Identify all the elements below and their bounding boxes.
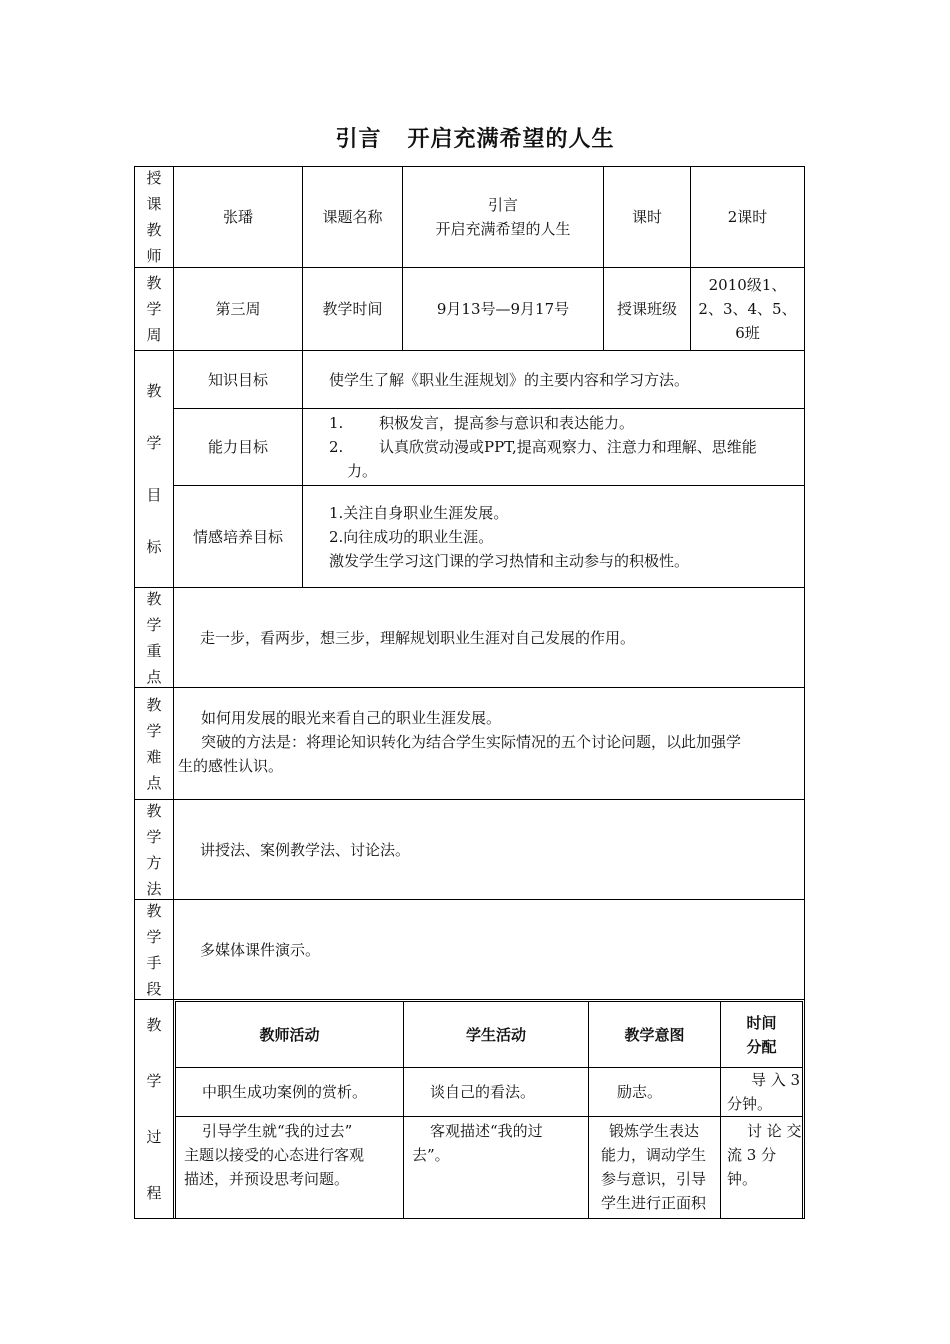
means-cell — [173, 899, 805, 999]
class-label-cell — [603, 267, 690, 350]
process-r2-intent: 锻炼学生表达 能力，调动学生 参与意识，引导 学生进行正面积 — [588, 1116, 720, 1219]
knowledge-cell — [302, 350, 805, 408]
emotion-item-2: 2.向往成功的职业生涯。 — [329, 527, 494, 546]
class-cell — [690, 267, 805, 350]
process-header-teacher: 教师活动 — [175, 1001, 403, 1067]
week-label: 教 学 周 — [146, 274, 162, 344]
key-point-cell — [173, 587, 805, 687]
process-header-student: 学生活动 — [403, 1001, 588, 1067]
difficulty-line2: 突破的方法是：将理论知识转化为结合学生实际情况的五个讨论问题，以此加强学 — [201, 733, 742, 751]
topic-line1: 引言 — [487, 196, 518, 214]
hours-cell — [690, 166, 805, 267]
goals-label-cell — [134, 350, 173, 587]
difficulty-label-cell — [134, 687, 173, 799]
difficulty-label: 教 学 难 点 — [146, 695, 162, 792]
process-r2-time: 讨 论 交 流 3 分 钟。 — [720, 1116, 803, 1219]
class-line3: 6班 — [735, 324, 760, 342]
time-label: 教学时间 — [322, 300, 383, 318]
key-point-label: 教 学 重 点 — [146, 589, 162, 686]
process-label: 教 学 过 程 — [146, 1016, 162, 1202]
ability-label-cell — [173, 408, 302, 485]
emotion-label: 情感培养目标 — [192, 527, 283, 546]
topic-label: 课题名称 — [322, 208, 383, 226]
hours-label: 课时 — [631, 208, 662, 226]
process-r1-time: 导 入 3 分钟。 — [720, 1067, 803, 1116]
class-line1: 2010级1、 — [708, 276, 787, 294]
ability-item-2-cont: 力。 — [347, 462, 378, 480]
process-r2-student: 客观描述“我的过 去”。 — [403, 1116, 588, 1219]
class-label: 授课班级 — [616, 300, 677, 318]
teacher-name: 张璠 — [222, 208, 253, 226]
process-r2-teacher: 引导学生就“我的过去” 主题以接受的心态进行客观 描述，并预设思考问题。 — [175, 1116, 403, 1219]
process-r1-student: 谈自己的看法。 — [403, 1067, 588, 1116]
difficulty-line3: 生的感性认识。 — [178, 757, 284, 775]
page-title — [0, 122, 950, 153]
ability-item-2: 2. 认真欣赏动漫或PPT,提高观察力、注意力和理解、思维能 — [329, 438, 757, 456]
week-cell — [173, 267, 302, 350]
ability-label: 能力目标 — [207, 438, 268, 456]
process-label-cell — [134, 999, 173, 1219]
topic-cell — [402, 166, 603, 267]
key-point-label-cell — [134, 587, 173, 687]
ability-cell — [302, 408, 805, 485]
title-part2: 开启充满希望的人生 — [407, 127, 615, 152]
method-label: 教 学 方 法 — [146, 801, 162, 898]
means-label-cell — [134, 899, 173, 999]
time-label-cell — [302, 267, 402, 350]
topic-label-cell — [302, 166, 402, 267]
hours-value: 2课时 — [727, 208, 768, 226]
difficulty-line1: 如何用发展的眼光来看自己的职业生涯发展。 — [201, 709, 502, 727]
key-point-text: 走一步，看两步，想三步，理解规划职业生涯对自己发展的作用。 — [200, 628, 636, 647]
knowledge-label-cell — [173, 350, 302, 408]
knowledge-text: 使学生了解《职业生涯规划》的主要内容和学习方法。 — [329, 370, 690, 389]
process-header-intent: 教学意图 — [588, 1001, 720, 1067]
process-r1-teacher: 中职生成功案例的赏析。 — [175, 1067, 403, 1116]
teacher-label: 授 课 教 师 — [146, 169, 162, 265]
method-cell — [173, 799, 805, 899]
difficulty-cell — [173, 687, 805, 799]
time-cell — [402, 267, 603, 350]
method-label-cell — [134, 799, 173, 899]
knowledge-label: 知识目标 — [207, 370, 268, 389]
class-line2: 2、3、4、5、 — [698, 300, 797, 318]
means-label: 教 学 手 段 — [146, 901, 162, 998]
process-r1-intent: 励志。 — [588, 1067, 720, 1116]
title-part1: 引言 — [335, 127, 382, 152]
teacher-cell — [173, 166, 302, 267]
emotion-item-3: 激发学生学习这门课的学习热情和主动参与的积极性。 — [329, 551, 690, 570]
time-value: 9月13号—9月17号 — [436, 300, 570, 318]
goals-label: 教 学 目 标 — [146, 382, 162, 556]
topic-line2: 开启充满希望的人生 — [435, 220, 571, 238]
teacher-label-cell — [134, 166, 173, 267]
emotion-cell — [302, 485, 805, 587]
week-label-cell — [134, 267, 173, 350]
means-text: 多媒体课件演示。 — [200, 940, 321, 959]
ability-item-1: 1. 积极发言，提高参与意识和表达能力。 — [329, 414, 635, 432]
method-text: 讲授法、案例教学法、讨论法。 — [200, 840, 411, 859]
process-header-time: 时间 分配 — [720, 1001, 803, 1067]
week-value: 第三周 — [215, 300, 261, 318]
emotion-label-cell — [173, 485, 302, 587]
emotion-item-1: 1.关注自身职业生涯发展。 — [329, 503, 509, 522]
hours-label-cell — [603, 166, 690, 267]
